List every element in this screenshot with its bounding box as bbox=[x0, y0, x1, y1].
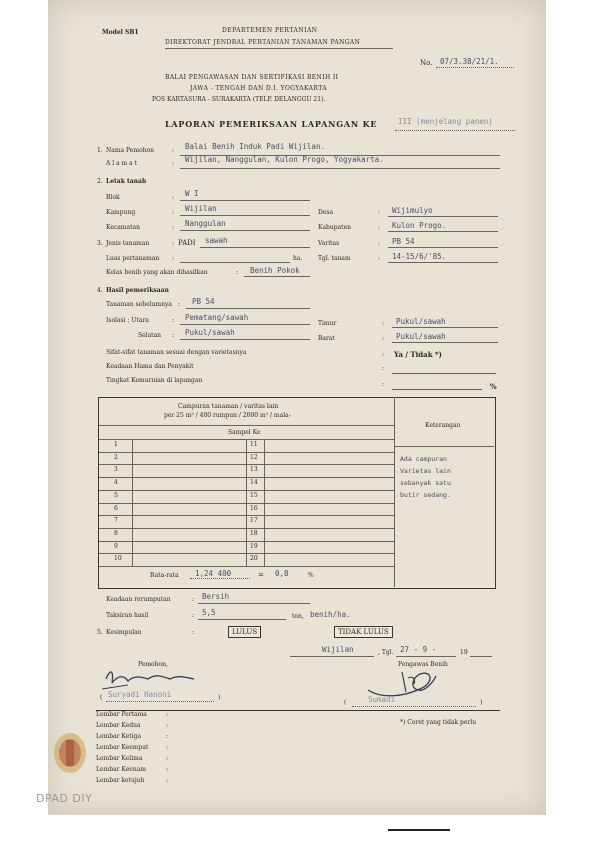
colon: : bbox=[166, 711, 169, 718]
table-row-line bbox=[99, 452, 394, 453]
bracket-close: ) bbox=[218, 694, 221, 701]
number-label: No. bbox=[420, 59, 433, 67]
colon: : bbox=[178, 301, 181, 308]
colon: : bbox=[166, 755, 169, 762]
sample-number: 12 bbox=[250, 453, 258, 461]
sample-number: 20 bbox=[250, 555, 258, 563]
lulus-option: LULUS bbox=[228, 626, 261, 638]
rerumputan-label: Keadaan rerumputan bbox=[106, 596, 171, 603]
table-row-line bbox=[99, 490, 394, 491]
section-number-4: 4. bbox=[97, 287, 103, 294]
report-title-value: III (menjelang panen) bbox=[398, 117, 493, 126]
pengawas-name: Sumadi bbox=[368, 695, 396, 704]
colon: : bbox=[382, 365, 385, 372]
colon: : bbox=[166, 777, 169, 784]
jenis-tanaman-extra: sawah bbox=[205, 236, 228, 245]
taksiran-label: Taksiran hasil bbox=[106, 612, 149, 619]
model-label: Model SB1 bbox=[102, 29, 139, 36]
blok-label: Blok bbox=[106, 194, 120, 201]
colon: : bbox=[172, 147, 175, 154]
kabupaten-value: Kulon Progo. bbox=[392, 221, 447, 230]
isolasi-utara-value: Pematang/sawah bbox=[185, 313, 249, 322]
tgl-tanam-value: 14-15/6/'85. bbox=[392, 252, 447, 261]
hasil-pemeriksaan-label: Hasil pemeriksaan bbox=[106, 287, 169, 294]
date-value: 27 - 9 - bbox=[400, 645, 437, 654]
lembar-item: Lembar Kelima bbox=[96, 755, 143, 762]
sample-number: 11 bbox=[250, 441, 258, 448]
kesimpulan-label: Kesimpulan bbox=[106, 629, 142, 636]
report-title: LAPORAN PEMERIKSAAN LAPANGAN KE bbox=[165, 119, 378, 129]
number-value: 07/3.38/21/1. bbox=[440, 57, 499, 66]
directorate-title: DIREKTORAT JENDRAL PERTANIAN TANAMAN PANGAN bbox=[165, 39, 361, 46]
letak-tanah-label: Letak tanah bbox=[106, 178, 147, 185]
sample-number: 14 bbox=[250, 479, 258, 487]
luas-label: Luas pertanaman bbox=[106, 255, 160, 262]
keterangan-line: Varietas lain bbox=[400, 467, 451, 475]
table-row-line bbox=[99, 477, 394, 478]
kampung-label: Kampung bbox=[106, 209, 136, 216]
desa-label: Desa bbox=[318, 209, 334, 216]
section-number-5: 5. bbox=[97, 629, 103, 636]
colon: : bbox=[172, 209, 175, 216]
lembar-item: Lembar Ketiga bbox=[96, 733, 142, 740]
colon: : bbox=[166, 766, 169, 773]
table-row-line bbox=[99, 541, 394, 542]
sample-number: 17 bbox=[250, 517, 258, 525]
sample-number: 15 bbox=[250, 491, 258, 499]
keterangan-line: butir sedang. bbox=[400, 491, 451, 499]
kemurnian-label: Tingkat Kemurnian di lapangan bbox=[106, 377, 203, 384]
selatan-label: Selatan bbox=[138, 332, 162, 339]
kabupaten-label: Kabupaten bbox=[318, 224, 352, 231]
sampel-ke-label: Sampel Ke bbox=[228, 429, 261, 436]
footnote: *) Coret yang tidak perlu bbox=[400, 719, 477, 726]
colon: : bbox=[378, 209, 381, 216]
sample-number: 9 bbox=[114, 542, 118, 550]
sample-number: 16 bbox=[250, 504, 258, 512]
pengawas-label: Pengawas Benih bbox=[398, 661, 448, 668]
colon: : bbox=[382, 351, 385, 358]
colon: : bbox=[382, 381, 385, 388]
luas-unit: ha. bbox=[293, 255, 303, 262]
colon: : bbox=[172, 317, 175, 324]
kelas-benih-label: Kelas benih yang akan dihasilkan bbox=[106, 269, 208, 276]
date-label: , Tgl. bbox=[378, 649, 394, 656]
bracket-open: ( bbox=[344, 699, 347, 706]
lembar-item: Lembar Pertama bbox=[96, 711, 147, 718]
pemohon-label: Pemohon, bbox=[138, 661, 168, 668]
sample-number: 19 bbox=[250, 542, 258, 550]
colon: : bbox=[166, 744, 169, 751]
desa-value: Wijimulyo bbox=[392, 206, 433, 215]
sample-number: 7 bbox=[114, 517, 118, 525]
tgl-tanam-label: Tgl. tanam bbox=[318, 255, 351, 262]
colon: : bbox=[172, 332, 175, 339]
sample-number: 2 bbox=[114, 453, 118, 461]
keterangan-line: Ada campuran bbox=[400, 455, 447, 463]
barat-label: Barat bbox=[318, 335, 335, 342]
sample-number: 8 bbox=[114, 529, 118, 537]
table-row-line bbox=[99, 464, 394, 465]
hama-penyakit-label: Keadaan Hama dan Penyakit bbox=[106, 363, 194, 370]
rerumputan-value: Bersih bbox=[202, 592, 230, 601]
colon: : bbox=[192, 629, 195, 636]
colon: : bbox=[172, 160, 175, 167]
taksiran-value: 5,5 bbox=[202, 608, 216, 617]
section-number-2: 2. bbox=[97, 178, 103, 185]
taksiran-extra: benih/ha. bbox=[310, 610, 351, 619]
colon: : bbox=[378, 255, 381, 262]
tanaman-sebelumnya-label: Tanaman sebelumnya bbox=[106, 301, 172, 308]
colon: : bbox=[172, 240, 175, 247]
timur-value: Pukul/sawah bbox=[396, 317, 446, 326]
kampung-value: Wijilan bbox=[185, 204, 217, 213]
table-row-line bbox=[99, 503, 394, 504]
kecamatan-value: Nanggulan bbox=[185, 219, 226, 228]
rata-rata-label: Rata-rata bbox=[150, 572, 179, 579]
tidak-lulus-option: TIDAK LULUS bbox=[334, 626, 393, 638]
colon: : bbox=[172, 194, 175, 201]
year-prefix: 19 bbox=[460, 649, 468, 656]
rata-rata-unit: % bbox=[308, 572, 314, 579]
jenis-tanaman-value: PADI bbox=[178, 239, 196, 247]
section-number-1: 1. bbox=[97, 147, 103, 154]
table-row-line bbox=[99, 528, 394, 529]
balai-line-1: BALAI PENGAWASAN DAN SERTIFIKASI BENIH II bbox=[165, 74, 339, 81]
varitas-value: PB 54 bbox=[392, 237, 415, 246]
colon: : bbox=[192, 612, 195, 619]
department-title: DEPARTEMEN PERTANIAN bbox=[222, 27, 318, 34]
colon: : bbox=[382, 320, 385, 327]
sample-number: 6 bbox=[114, 504, 118, 512]
lembar-item: Lembar Keempat bbox=[96, 744, 149, 751]
sample-number: 4 bbox=[114, 479, 118, 487]
keterangan-line: sebanyak satu bbox=[400, 479, 451, 487]
alamat-value: Wijilan, Nanggulan, Kulon Progo, Yogyakarta. bbox=[185, 155, 384, 164]
keterangan-label: Keterangan bbox=[425, 422, 461, 429]
colon: : bbox=[382, 335, 385, 342]
table-header-line-2: per 25 m² / 400 rumpun / 2000 m² / mala- bbox=[164, 412, 291, 419]
sifat-tanaman-value: Ya / Tidak *) bbox=[394, 350, 442, 359]
table-row-line bbox=[99, 553, 394, 554]
watermark-text: DPAD DIY bbox=[36, 792, 93, 805]
varitas-label: Varitas bbox=[318, 240, 340, 247]
balai-line-3: POS KARTASURA - SURAKARTA (TELP. DELANGGU 21). bbox=[152, 96, 326, 103]
lembar-item: Lembar Keenam bbox=[96, 766, 146, 773]
tanaman-sebelumnya-value: PB 54 bbox=[192, 297, 215, 306]
alamat-label: A l a m a t bbox=[106, 160, 138, 167]
bracket-open: ( bbox=[100, 694, 103, 701]
colon: : bbox=[166, 722, 169, 729]
isolasi-utara-label: Isolasi ; Utara bbox=[106, 317, 149, 324]
nama-pemohon-label: Nama Pemohon bbox=[106, 147, 154, 154]
bracket-close: ) bbox=[480, 699, 483, 706]
table-row-line bbox=[99, 515, 394, 516]
jenis-tanaman-label: Jenis tanaman bbox=[106, 240, 150, 247]
kecamatan-label: Kecamatan bbox=[106, 224, 140, 231]
sample-number: 18 bbox=[250, 529, 258, 537]
sample-number: 5 bbox=[114, 491, 118, 499]
timur-label: Timur bbox=[318, 320, 337, 327]
kemurnian-percent: % bbox=[490, 382, 497, 391]
nama-pemohon-value: Balai Benih Induk Padi Wijilan. bbox=[185, 142, 325, 151]
sample-number: 10 bbox=[114, 555, 122, 563]
lembar-item: Lembar ketujuh bbox=[96, 777, 145, 784]
section-number-3: 3. bbox=[97, 240, 103, 247]
colon: : bbox=[172, 224, 175, 231]
colon: : bbox=[192, 596, 195, 603]
rata-rata-value: 1,24 400 bbox=[195, 569, 232, 578]
table-header-line-1: Campuran tanaman / varitas lain bbox=[178, 403, 279, 410]
equals: = bbox=[258, 571, 264, 579]
colon: : bbox=[166, 733, 169, 740]
blok-value: W I bbox=[185, 189, 199, 198]
taksiran-unit: ton, bbox=[292, 613, 304, 620]
pemohon-name: Suryadi Hanoni bbox=[108, 690, 172, 699]
rata-rata-result: 0,8 bbox=[275, 569, 289, 578]
sample-number: 13 bbox=[250, 466, 258, 474]
balai-line-2: JAWA - TENGAH DAN D.I. YOGYAKARTA bbox=[190, 85, 328, 92]
colon: : bbox=[172, 255, 175, 262]
sample-number: 3 bbox=[114, 466, 118, 474]
selatan-value: Pukul/sawah bbox=[185, 328, 235, 337]
sifat-tanaman-label: Sifat-sifat tanaman sesuai dengan varietasnya bbox=[106, 349, 247, 356]
barat-value: Pukul/sawah bbox=[396, 332, 446, 341]
colon: : bbox=[378, 240, 381, 247]
lembar-item: Lembar Kedua bbox=[96, 722, 141, 729]
sample-number: 1 bbox=[114, 441, 118, 448]
place-value: Wijilan bbox=[322, 645, 354, 654]
kelas-benih-value: Benih Pokok bbox=[250, 266, 300, 275]
dpad-seal-icon bbox=[50, 730, 90, 776]
colon: : bbox=[378, 224, 381, 231]
colon: : bbox=[236, 269, 239, 276]
